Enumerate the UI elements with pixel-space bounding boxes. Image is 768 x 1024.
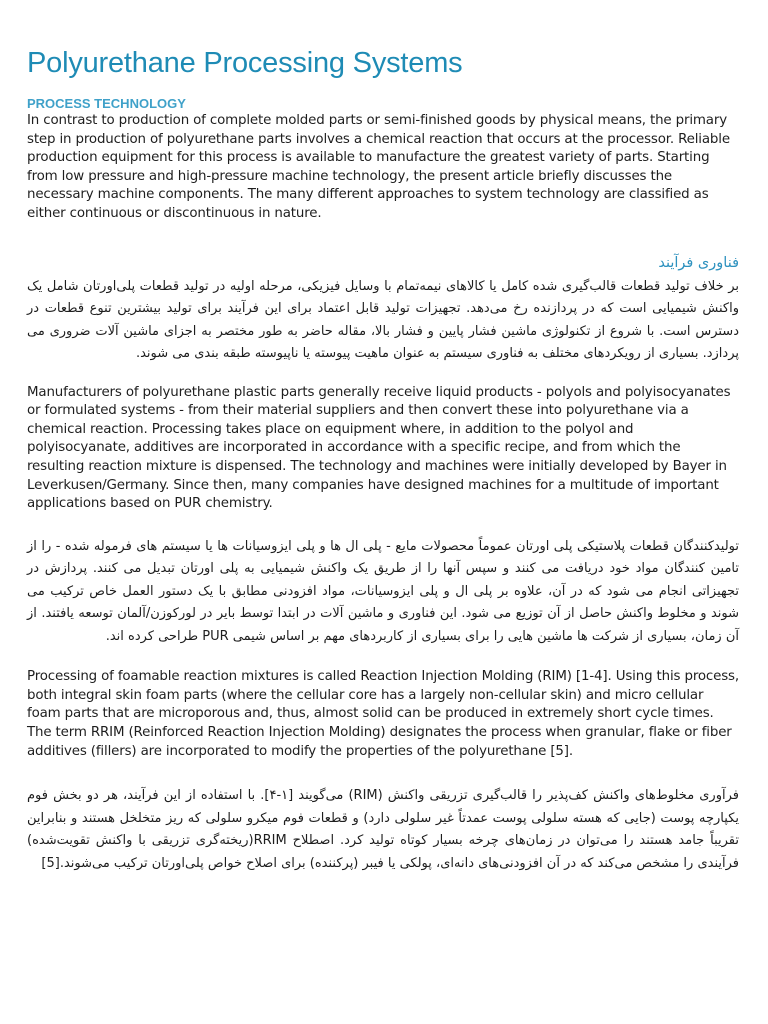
paragraph-en-manufacturers: Manufacturers of polyurethane plastic parts generally receive liquid products - polyols and polyisocyanates or formulated systems - from their material suppliers and then convert these into polyurethane via a chemical reaction. Processing takes place on equipment where, in addition to the polyol and polyisocyanate, additives are incorporated in accordance with a specific recipe, and from which the resulting reaction mixture is dispensed. The technology and machines were initially developed by Bayer in Leverkusen/Germany. Since then, many companies have designed machines for a multitude of important applications based on PUR chemistry. bbox=[27, 384, 731, 512]
paragraph-fa-manufacturers: تولیدکنندگان قطعات پلاستیکی پلی اورتان عموماً محصولات مایع - پلی ال ها و پلی ایزوسیانات ها یا سیستم های فرموله شده - را از تامین کنندگان مواد خود دریافت می کنند و سپس آنها را از طریق یک واکنش شیمیایی به پلی اورتان تبدیل می کنند. پردازش در تجهیزاتی انجام می شود که در آن، علاوه بر پلی ال و پلی ایزوسیانات، مواد افزودنی مطابق با یک دستور العمل خاص ترکیب می شوند و مخلوط واکنش حاصل از آن توزیع می شود. این فناوری و ماشین آلات در ابتدا توسط بایر در لورکوزن/آلمان توسعه یافتند. از آن زمان، بسیاری از شرکت ها ماشین هایی را برای بسیاری از کاربردهای مهم بر اساس شیمی PUR طراحی کرده اند. bbox=[27, 538, 739, 644]
paragraph-en-rim: Processing of foamable reaction mixtures is called Reaction Injection Molding (RIM) [1-4]. Using this process, both integral skin foam parts (where the cellular core has a largely non-cellular skin) and micro cellular foam parts that are microporous and, thus, almost solid can be produced in extremely short cycle times. The term RRIM (Reinforced Reaction Injection Molding) designates the process when granular, flake or fiber additives (fillers) are incorporated to modify the properties of the polyurethane [5]. bbox=[27, 669, 739, 759]
page-title: Polyurethane Processing Systems bbox=[27, 47, 463, 79]
paragraph-fa-intro: بر خلاف تولید قطعات قالب‌گیری شده کامل یا کالاهای نیمه‌تمام با وسایل فیزیکی، مرحله اولیه در تولید قطعات پلی‌اورتان شامل یک واکنش شیمیایی است که در پردازنده رخ می‌دهد. تجهیزات تولید قابل اعتماد برای این فرآیند برای تولید بیشترین تنوع قطعات در دسترس است. با شروع از تکنولوژی ماشین فشار پایین و فشار بالا، مقاله حاضر به طور مختصر به اجزای ماشین آلات ضروری می پردازد. بسیاری از رویکردهای مختلف به فناوری سیستم به عنوان ماهیت پیوسته یا ناپیوسته طبقه بندی می شوند. bbox=[27, 278, 739, 362]
paragraph-en-intro: In contrast to production of complete molded parts or semi-finished goods by physical means, the primary step in production of polyurethane parts involves a chemical reaction that occurs at the processor. Reliable production equipment for this process is available to manufacture the greatest variety of parts. Starting from low pressure and high-pressure machine technology, the present article briefly discusses the necessary machine components. The many different approaches to system technology are classified as either continuous or discontinuous in nature. bbox=[27, 113, 730, 221]
section-heading-persian: فناوری فرآیند bbox=[658, 254, 739, 271]
section-heading: PROCESS TECHNOLOGY bbox=[27, 96, 186, 111]
paragraph-fa-rim: فرآوری مخلوط‌های واکنش کف‌پذیر را قالب‌گیری تزریقی واکنش (RIM) می‌گویند [۱-۴]. با استفاده از این فرآیند، هر دو بخش فوم یکپارچه پوست (جایی که هسته سلولی پوست عمدتاً غیر سلولی دارد) و قطعات فوم میکرو سلولی که ریز متخلخل هستند و بنابراین تقریباً جامد هستند را می‌توان در زمان‌های چرخه بسیار کوتاه تولید کرد. اصطلاح RRIM(ریخته‌گری تزریقی با واکنش تقویت‌شده) فرآیندی را مشخص می‌کند که در آن افزودنی‌های دانه‌ای، پولکی یا فیبر (پرکننده) برای اصلاح خواص پلی‌اورتان ترکیب می‌شوند.[5] bbox=[27, 788, 739, 871]
document-page bbox=[27, 44, 739, 875]
